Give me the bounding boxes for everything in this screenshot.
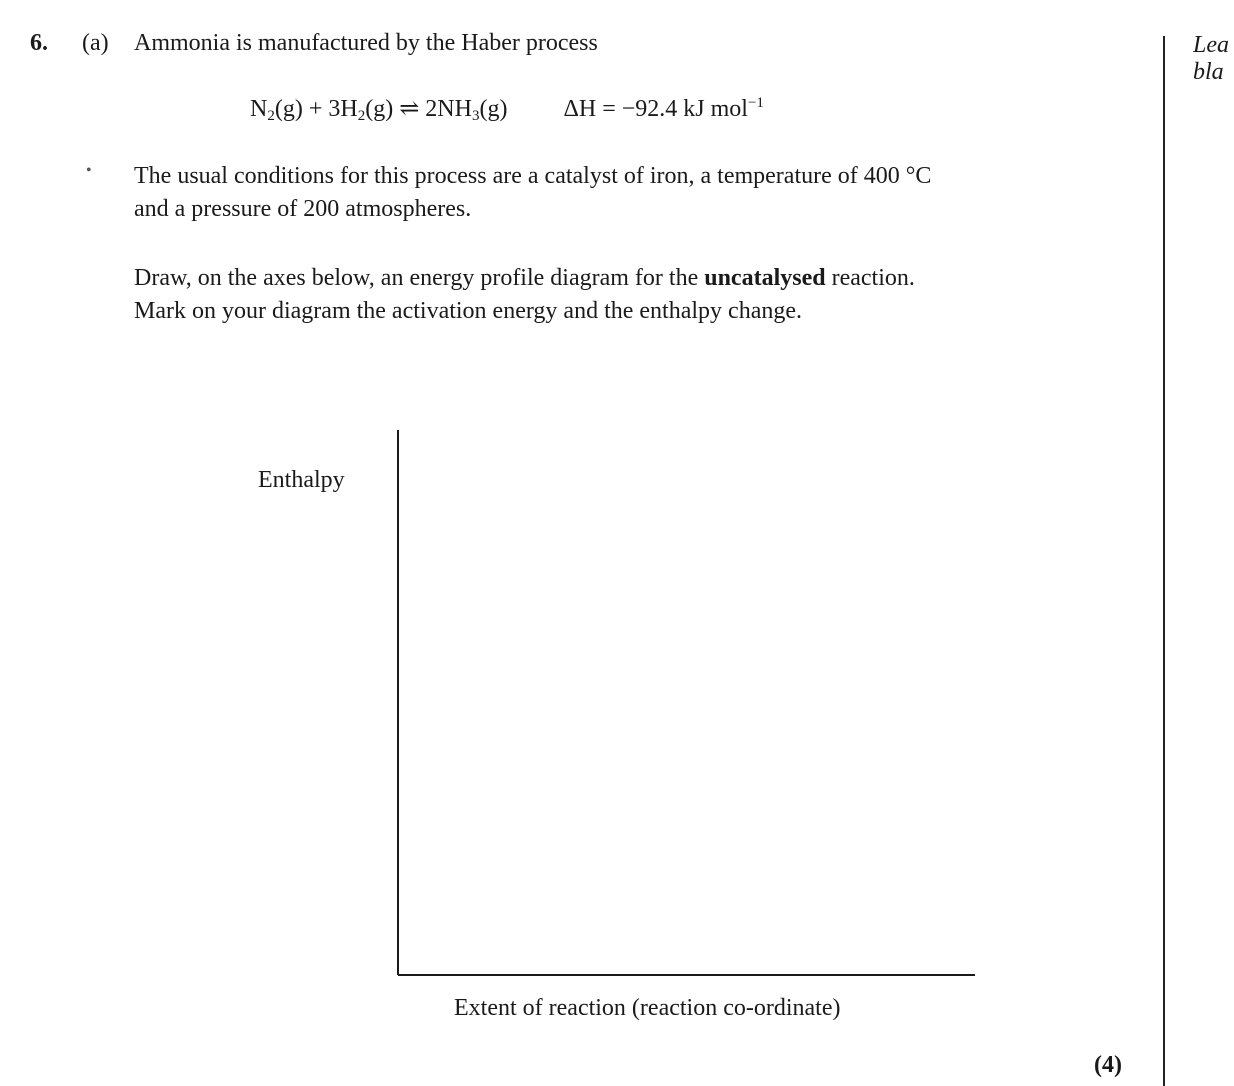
x-axis-label: Extent of reaction (reaction co-ordinate) — [454, 995, 841, 1021]
haber-equation: $N_2(g) + 3H_2(g)$ ⇌ $2NH_3(g) \Delta H = -92.4$ kJ mol$^{-1}$ — [250, 95, 764, 124]
equilibrium-arrow: ⇌ — [399, 96, 420, 122]
bullet-mark: • — [86, 162, 92, 179]
question-part: (a) — [82, 30, 109, 56]
margin-rule — [1163, 36, 1165, 1086]
question-number: 6. — [30, 30, 48, 56]
enthalpy-change: ΔH = −92.4 kJ mol$^{-1}$ — [563, 95, 764, 122]
y-axis-label: Enthalpy — [258, 467, 345, 493]
instruction-text: Draw, on the axes below, an energy profile diagram for the uncatalysed reaction. Mark on your diagram the activation energy and the enthalpy change. — [134, 265, 915, 324]
marks-allocation: (4) — [1094, 1052, 1122, 1078]
margin-note: Lea bla — [1193, 32, 1229, 85]
conditions-text: The usual conditions for this process are a catalyst of iron, a temperature of 400 °C and a pressure of 200 atmospheres. — [134, 163, 932, 222]
uncatalysed-emphasis: uncatalysed — [704, 265, 826, 291]
question-intro: Ammonia is manufactured by the Haber process — [134, 30, 598, 56]
